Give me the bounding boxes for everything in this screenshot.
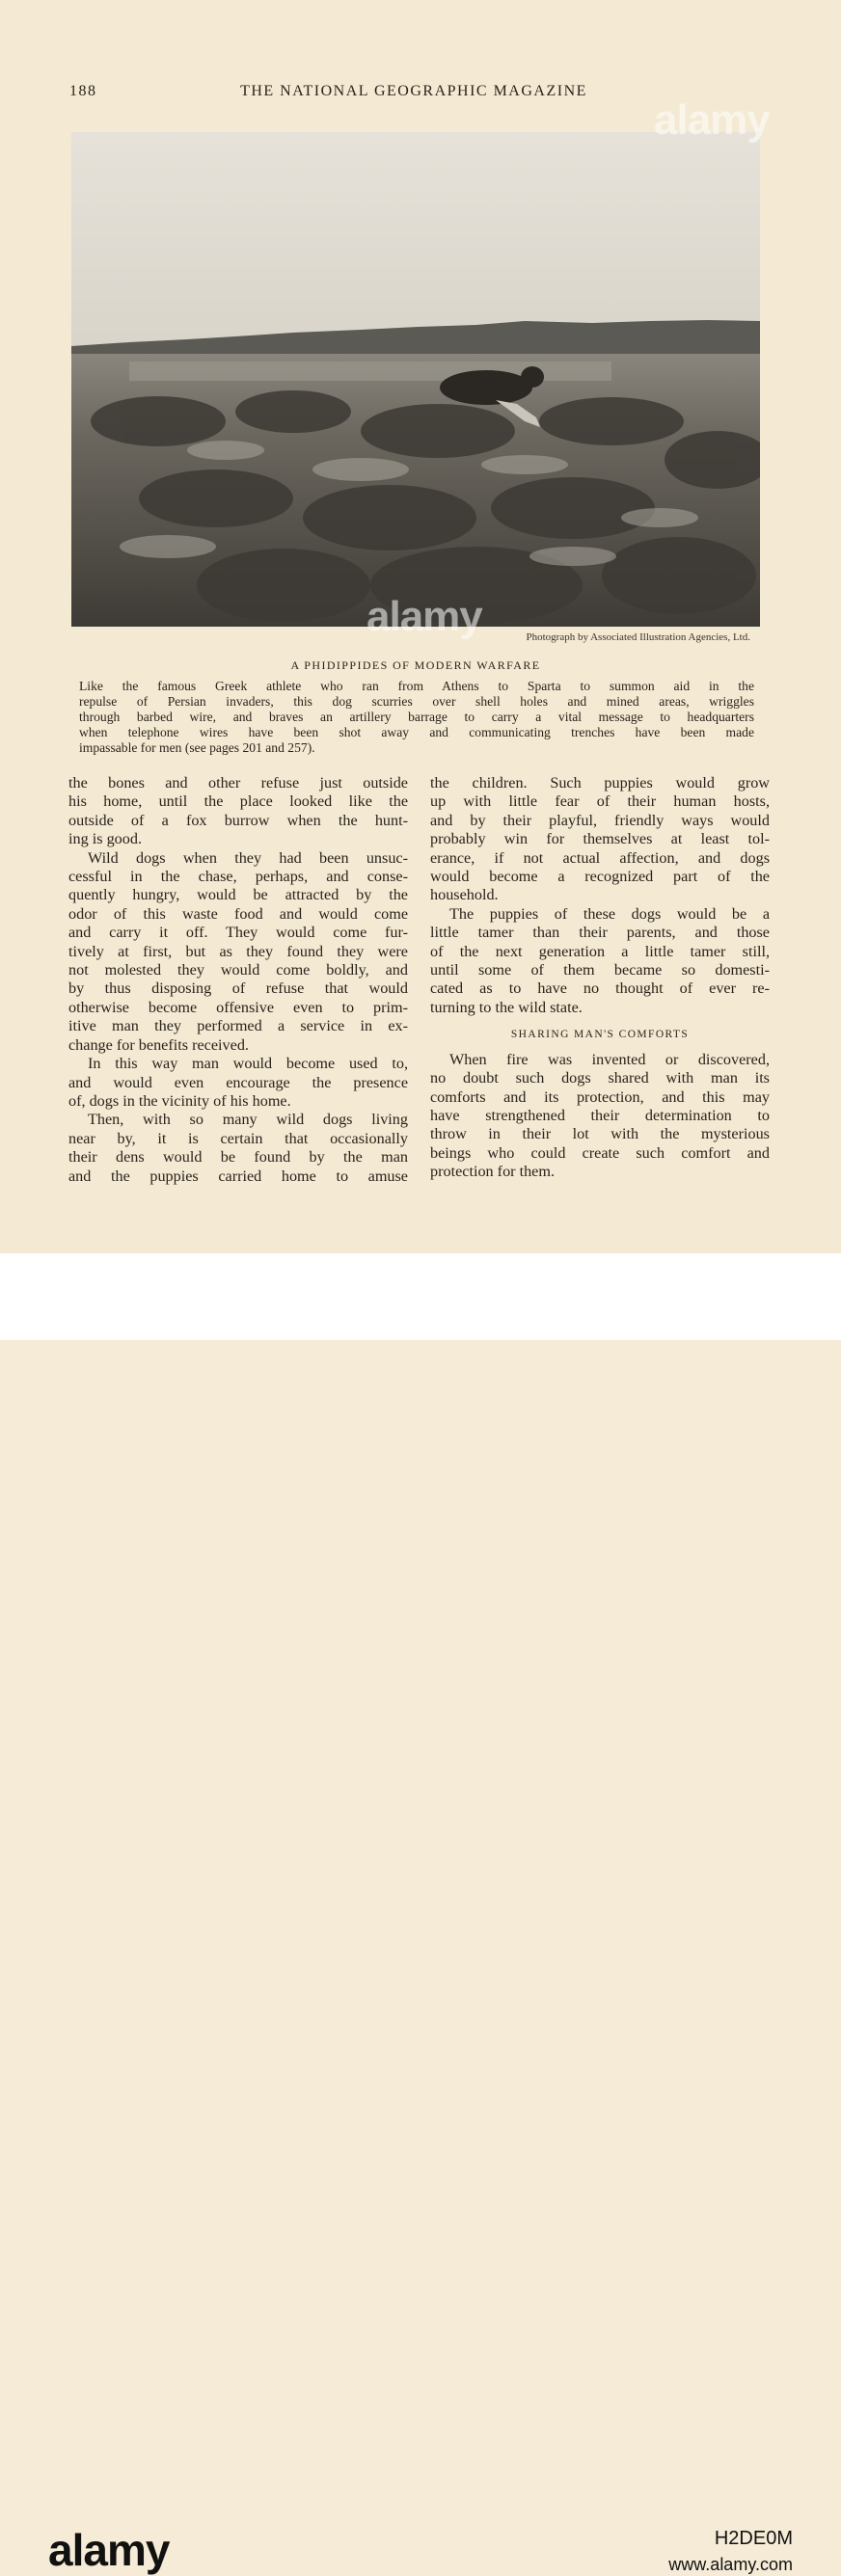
text-line: and the puppies carried home to amuse: [68, 1167, 408, 1185]
text-line: cated as to have no thought of ever re-: [430, 979, 770, 998]
caption-title: A PHIDIPPIDES OF MODERN WARFARE: [290, 658, 541, 672]
text-line: change for benefits received.: [68, 1035, 249, 1054]
text-line: not molested they would come boldly, and: [68, 961, 408, 979]
text-line: The puppies of these dogs would be a: [449, 904, 770, 923]
text-line: outside of a fox burrow when the hunt-: [68, 811, 408, 829]
caption-line: Like the famous Greek athlete who ran from Athens to Sparta to summon aid in the: [79, 679, 754, 693]
text-line: of, dogs in the vicinity of his home.: [68, 1091, 291, 1110]
text-line: Then, with so many wild dogs living: [88, 1111, 408, 1129]
text-line: his home, until the place looked like the: [68, 792, 408, 811]
caption-text: [79, 679, 754, 756]
caption-line: impassable for men (see pages 201 and 257).: [79, 740, 315, 755]
caption-line: through barbed wire, and braves an artillery barrage to carry a vital message to headquarters: [79, 710, 754, 724]
text-line: beings who could create such comfort and: [430, 1143, 770, 1162]
section-subheading: SHARING MAN'S COMFORTS: [510, 1029, 690, 1041]
text-line: erance, if not actual affection, and dogs: [430, 848, 770, 867]
text-line: by thus disposing of refuse that would: [68, 979, 408, 998]
text-line: of the next generation a little tamer still,: [430, 942, 770, 960]
text-line: and carry it off. They would come fur-: [68, 924, 408, 942]
text-line: cessful in the chase, perhaps, and conse-: [68, 868, 408, 886]
photograph-dog-on-battlefield: [71, 132, 760, 627]
text-line: probably win for themselves at least tol-: [430, 830, 770, 848]
text-line: would become a recognized part of the: [430, 868, 770, 886]
text-line: Wild dogs when they had been unsuc-: [88, 848, 408, 867]
text-line: throw in their lot with the mysterious: [430, 1125, 770, 1143]
photo-credit: Photograph by Associated Illustration Agencies, Ltd.: [526, 631, 750, 643]
text-line: no doubt such dogs shared with man its: [430, 1069, 770, 1087]
text-line: the children. Such puppies would grow: [430, 774, 770, 792]
text-line: little tamer than their parents, and those: [430, 924, 770, 942]
text-line: comforts and its protection, and this may: [430, 1087, 770, 1106]
watermark-overlay: alamy: [654, 96, 770, 144]
stock-footer: [0, 1253, 841, 2575]
text-line: up with little fear of their human hosts,: [430, 792, 770, 811]
left-column: [68, 774, 408, 1186]
text-line: have strengthened their determination to: [430, 1106, 770, 1124]
stock-url: www.alamy.com: [668, 2555, 793, 2574]
text-line: quently hungry, would be attracted by the: [68, 886, 408, 904]
magazine-page: [0, 0, 841, 1253]
stock-logo: alamy: [48, 2525, 170, 2575]
text-line: until some of them became so domesti-: [430, 961, 770, 979]
text-line: and by their playful, friendly ways would: [430, 811, 770, 829]
watermark-overlay: alamy: [366, 593, 482, 640]
page-number: 188: [69, 83, 97, 99]
caption-line: when telephone wires have been shot away and communicating trenches have been made: [79, 725, 754, 739]
text-line: When fire was invented or discovered,: [449, 1050, 770, 1068]
text-line: itive man they performed a service in ex-: [68, 1017, 408, 1035]
text-line: protection for them.: [430, 1163, 556, 1181]
photo-image: [71, 132, 760, 627]
text-line: their dens would be found by the man: [68, 1148, 408, 1167]
text-line: turning to the wild state.: [430, 998, 583, 1016]
right-column: [430, 774, 770, 1182]
text-line: tively at first, but as they found they were: [68, 942, 408, 960]
stock-image-id: H2DE0M: [714, 2528, 793, 2549]
text-line: the bones and other refuse just outside: [68, 774, 408, 792]
journal-title: THE NATIONAL GEOGRAPHIC MAGAZINE: [240, 83, 587, 99]
text-line: household.: [430, 886, 499, 904]
text-line: In this way man would become used to,: [88, 1055, 408, 1073]
text-line: odor of this waste food and would come: [68, 904, 408, 923]
text-line: and would even encourage the presence: [68, 1073, 408, 1091]
text-line: near by, it is certain that occasionally: [68, 1129, 408, 1147]
text-line: ing is good.: [68, 830, 142, 848]
caption-line: repulse of Persian invaders, this dog scurries over shell holes and mined areas, wriggles: [79, 694, 754, 709]
text-line: otherwise become offensive even to prim-: [68, 998, 408, 1016]
